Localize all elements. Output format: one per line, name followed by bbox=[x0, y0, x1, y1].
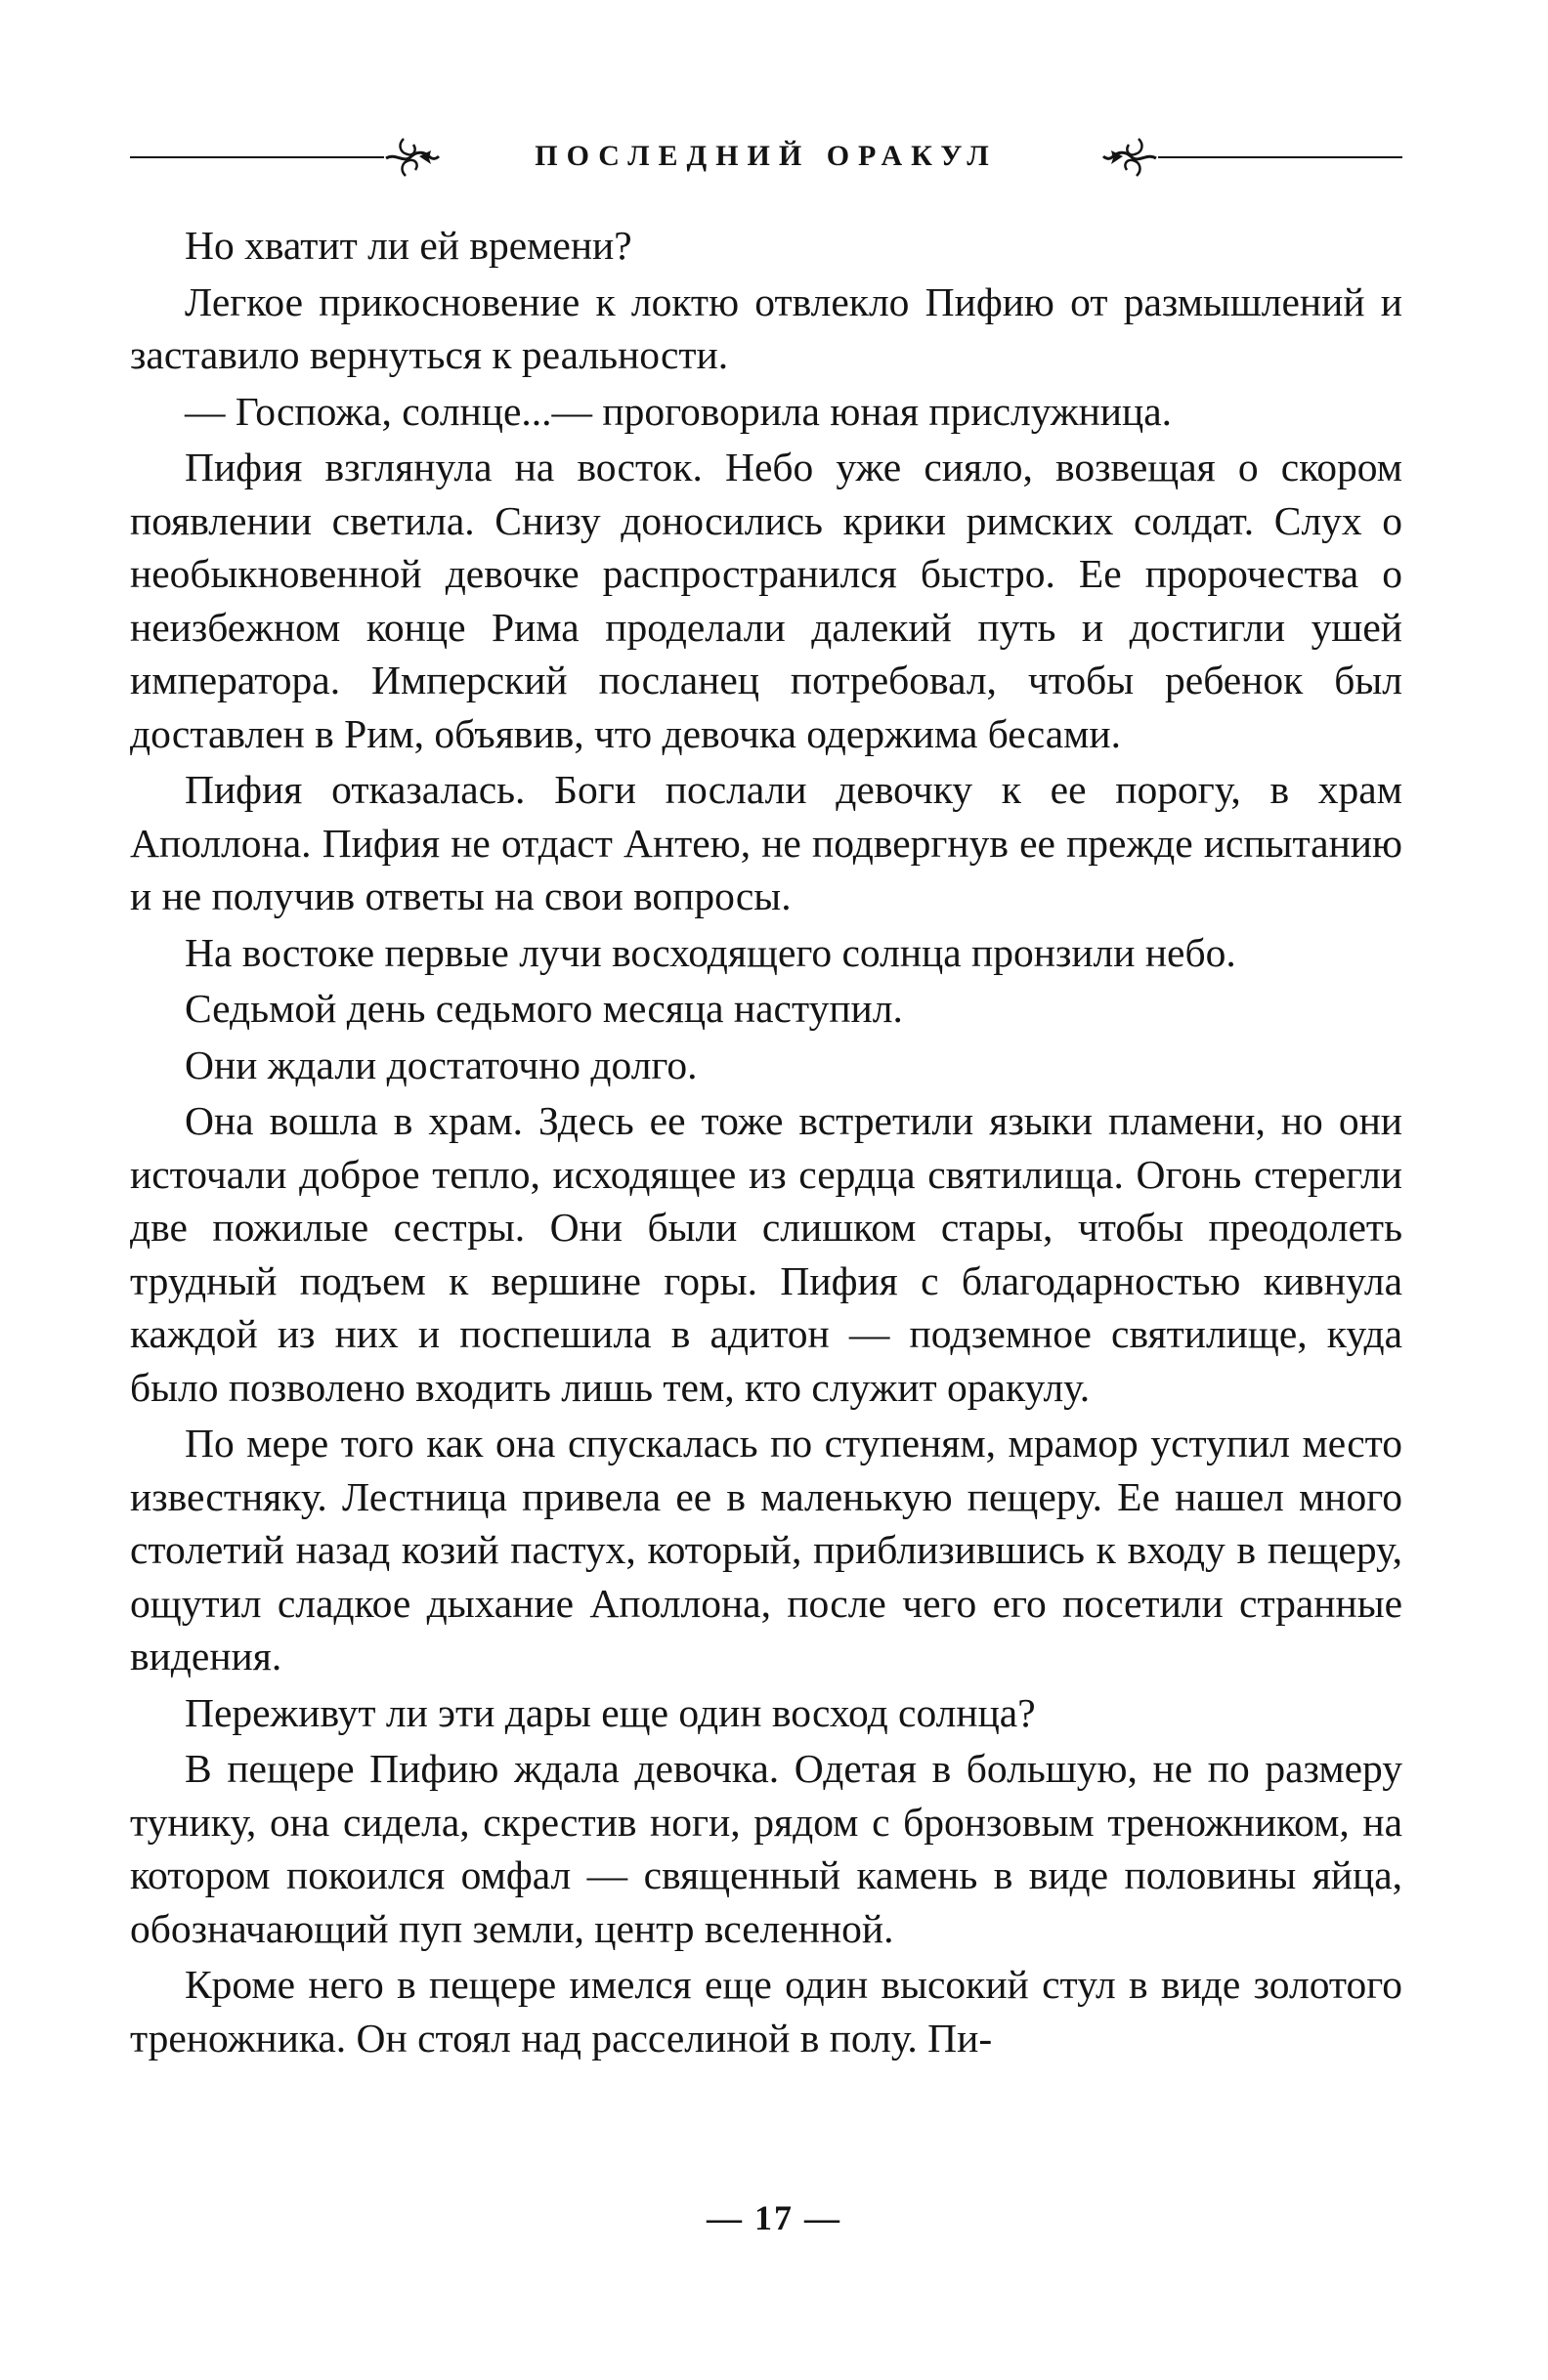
paragraph: Но хватит ли ей времени? bbox=[185, 223, 632, 268]
paragraph: Они ждали достаточно долго. bbox=[185, 1041, 698, 1087]
paragraph: По мере того как она спускалась по ступеням, мрамор уступил место известняку. Лестница привела ее в маленькую пещеру. Ее нашел много столетий назад козий пастух, который, приблизившись к входу в пещеру, ощутил сладкое дыхание Аполлона, после чего его посетили странные видения. bbox=[130, 1421, 1402, 1679]
ornament-right-icon bbox=[1101, 133, 1160, 180]
paragraph: Она вошла в храм. Здесь ее тоже встретили языки пламени, но они источали доброе тепло, исходящее из сердца святилища. Огонь стерегли две пожилые сестры. Они были слишком стары, чтобы преодолеть трудный подъем к вершине горы. Пифия с благодарностью кивнула каждой из них и поспешила в адитон — подземное святилище, куда было позволено входить лишь тем, кто служит оракулу. bbox=[130, 1098, 1402, 1410]
paragraph: Легкое прикосновение к локтю отвлекло Пифию от размышлений и заставило вернуться к реальности. bbox=[130, 278, 1402, 377]
header-title: ПОСЛЕДНИЙ ОРАКУЛ bbox=[535, 140, 998, 172]
header-rule-right bbox=[1158, 156, 1402, 158]
paragraph: Переживут ли эти дары еще один восход солнца? bbox=[185, 1689, 1036, 1735]
paragraph: Пифия взглянула на восток. Небо уже сияло, возвещая о скором появлении светила. Снизу доносились крики римских солдат. Слух о необыкновенной девочке распространился быстро. Ее пророчества о неизбежном конце Рима проделали далекий путь и достигли ушей императора. Имперский посланец потребовал, чтобы ребенок был доставлен в Рим, объявив, что девочка одержима бесами. bbox=[130, 445, 1402, 756]
running-header bbox=[130, 127, 1402, 186]
paragraph: В пещере Пифию ждала девочка. Одетая в большую, не по размеру тунику, она сидела, скрестив ноги, рядом с бронзовым треножником, на котором покоился омфал — священный камень в виде половины яйца, обозначающий пуп земли, центр вселенной. bbox=[130, 1746, 1402, 1951]
paragraph: — Госпожа, солнце...— проговорила юная прислужница. bbox=[185, 388, 1173, 434]
page-number: — 17 — bbox=[707, 2198, 841, 2237]
paragraph: Седьмой день седьмого месяца наступил. bbox=[185, 986, 903, 1031]
paragraph: Пифия отказалась. Боги послали девочку к ее порогу, в храм Аполлона. Пифия не отдаст Антею, не подвергнув ее прежде испытанию и не получив ответы на свои вопросы. bbox=[130, 767, 1402, 918]
body-text bbox=[130, 219, 1402, 2067]
paragraph: Кроме него в пещере имелся еще один высокий стул в виде золотого треножника. Он стоял над расселиной в полу. Пи- bbox=[130, 1962, 1402, 2061]
paragraph: На востоке первые лучи восходящего солнца пронзили небо. bbox=[185, 929, 1236, 975]
